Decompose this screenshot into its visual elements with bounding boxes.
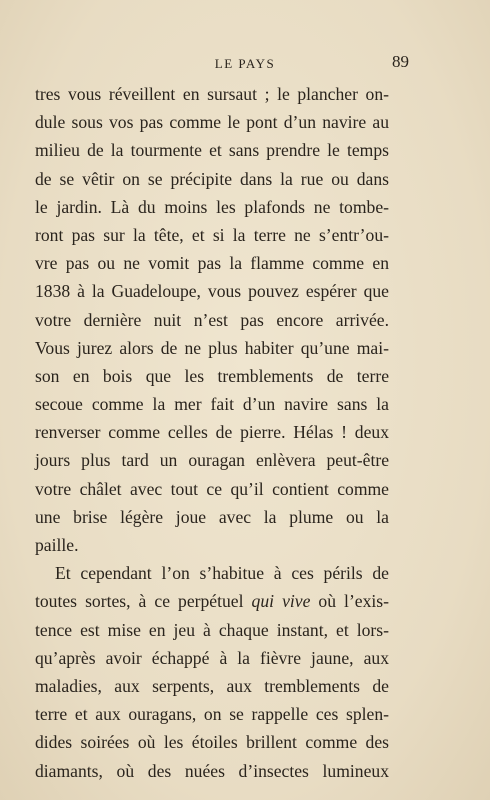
- text-line: maladies, aux serpents, aux tremblements de: [35, 675, 389, 696]
- text-line: votre dernière nuit n’est pas encore arrivée.: [35, 309, 389, 330]
- text-line: dides soirées où les étoiles brillent comme des: [35, 732, 389, 753]
- page-number: 89: [392, 52, 409, 71]
- text-line: renverser comme celles de pierre. Hélas ! deux: [35, 422, 389, 443]
- paragraph-2: [35, 559, 389, 785]
- text-line: le jardin. Là du moins les plafonds ne tombe-: [35, 196, 389, 217]
- text-line: milieu de la tourmente et sans prendre le temps: [35, 140, 389, 161]
- text-run: où l’exis-: [310, 591, 390, 612]
- text-line: [35, 587, 389, 615]
- body-text: [35, 80, 389, 785]
- text-line: diamants, où des nuées d’insectes lumineux: [35, 760, 389, 781]
- text-run: toutes sortes, à ce perpétuel: [35, 591, 252, 612]
- running-head: [0, 52, 490, 76]
- text-line: tence est mise en jeu à chaque instant, et lors-: [35, 619, 389, 640]
- text-line: de se vêtir on se précipite dans la rue ou dans: [35, 168, 389, 189]
- text-line: qu’après avoir échappé à la fièvre jaune, aux: [35, 647, 389, 668]
- text-line: vre pas ou ne vomit pas la flamme comme en: [35, 253, 389, 274]
- paragraph-1: [35, 80, 389, 559]
- text-line: Vous jurez alors de ne plus habiter qu’une mai-: [35, 337, 389, 358]
- text-line: 1838 à la Guadeloupe, vous pouvez espérer que: [35, 281, 389, 302]
- text-line: paille.: [35, 535, 79, 555]
- text-line: une brise légère joue avec la plume ou la: [35, 506, 389, 527]
- text-line: secoue comme la mer fait d’un navire sans la: [35, 394, 389, 415]
- text-line: Et cependant l’on s’habitue à ces périls de: [55, 563, 389, 584]
- text-line: ront pas sur la tête, et si la terre ne s’entr’ou-: [35, 224, 389, 245]
- text-line: son en bois que les tremblements de terre: [35, 365, 389, 386]
- text-line: dule sous vos pas comme le pont d’un navire au: [35, 112, 389, 133]
- running-title: LE PAYS: [214, 56, 276, 71]
- italic-phrase: qui vive: [251, 591, 311, 612]
- text-line: votre châlet avec tout ce qu’il contient comme: [35, 478, 389, 499]
- text-line: terre et aux ouragans, on se rappelle ces splen-: [35, 704, 389, 725]
- text-line: tres vous réveillent en sursaut ; le plancher on-: [35, 84, 389, 104]
- text-line: jours plus tard un ouragan enlèvera peut-être: [35, 450, 389, 471]
